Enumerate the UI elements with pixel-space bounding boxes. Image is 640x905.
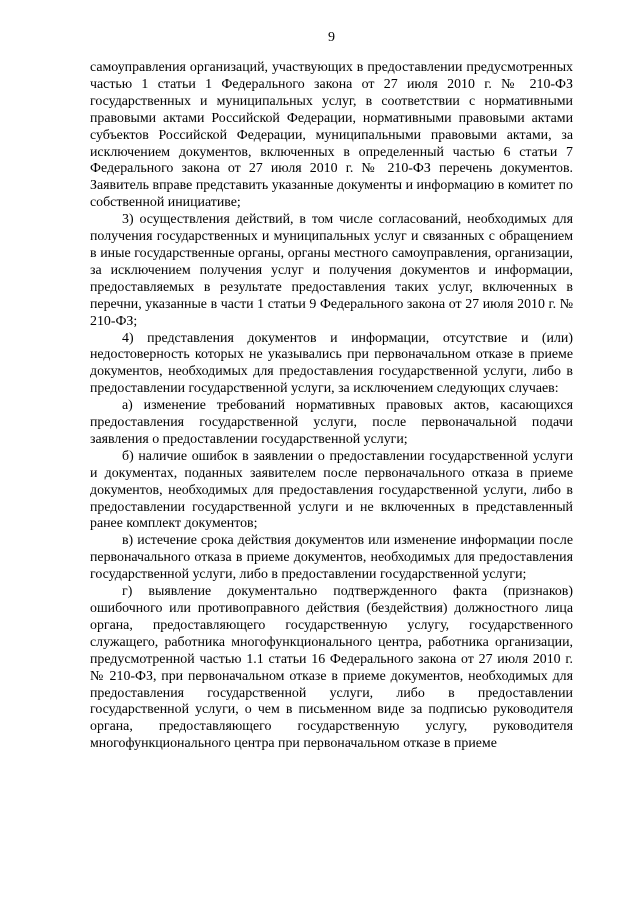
page-number: 9 [328, 30, 335, 45]
paragraph-subitem-b: б) наличие ошибок в заявлении о предоставлении государственной услуги и документах, поданных заявителем после первоначального отказа в приеме документов, необходимых для предоставления государственной услуги, либо в предоставлении государственной услуги и не включенных в представленный ранее комплект документов; [90, 448, 573, 532]
paragraph-continuation: самоуправления организаций, участвующих в предоставлении предусмотренных частью 1 статьи 1 Федерального закона от 27 июля 2010 г. № 210-ФЗ государственных и муниципальных услуг, в соответствии с нормативными правовыми актами Российской Федерации, нормативными правовыми актами субъектов Российской Федерации, муниципальными правовыми актами, за исключением документов, включенных в определенный частью 6 статьи 7 Федерального закона от 27 июля 2010 г. № 210-ФЗ перечень документов. Заявитель вправе представить указанные документы и информацию в комитет по собственной инициативе; [90, 60, 573, 211]
paragraph-subitem-a: а) изменение требований нормативных правовых актов, касающихся предоставления государственной услуги, после первоначальной подачи заявления о предоставлении государственной услуги; [90, 398, 573, 447]
document-body [90, 60, 573, 753]
paragraph-item-3: 3) осуществления действий, в том числе согласований, необходимых для получения государственных и муниципальных услуг и связанных с обращением в иные государственные органы, органы местного самоуправления, организации, за исключением получения услуг и получения документов и информации, предоставляемых в результате предоставления таких услуг, включенных в перечни, указанные в части 1 статьи 9 Федерального закона от 27 июля 2010 г. № 210-ФЗ; [90, 212, 573, 329]
paragraph-subitem-g: г) выявление документально подтвержденного факта (признаков) ошибочного или противоправного действия (бездействия) должностного лица органа, предоставляющего государственную услугу, государственного служащего, работника многофункционального центра, работника организации, предусмотренной частью 1.1 статьи 16 Федерального закона от 27 июля 2010 г. № 210-ФЗ, при первоначальном отказе в приеме документов, необходимых для предоставления государственной услуги, либо в предоставлении государственной услуги, о чем в письменном виде за подписью руководителя органа, предоставляющего государственную услугу, руководителя многофункционального центра при первоначальном отказе в приеме [90, 584, 573, 752]
paragraph-item-4: 4) представления документов и информации, отсутствие и (или) недостоверность которых не указывались при первоначальном отказе в приеме документов, необходимых для предоставления государственной услуги, либо в предоставлении государственной услуги, за исключением следующих случаев: [90, 330, 573, 397]
paragraph-subitem-v: в) истечение срока действия документов или изменение информации после первоначального отказа в приеме документов, необходимых для предоставления государственной услуги, либо в предоставлении государственной услуги; [90, 533, 573, 583]
